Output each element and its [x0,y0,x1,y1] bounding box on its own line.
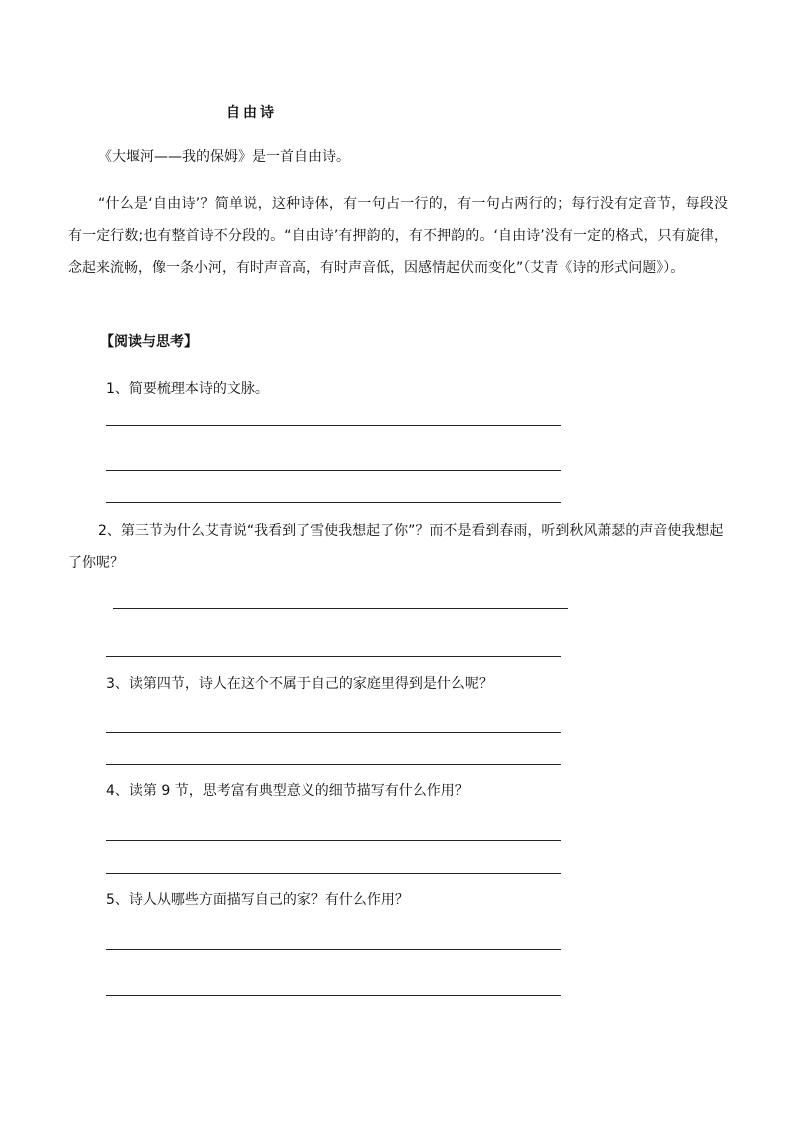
intro-text: 《大堰河——我的保姆》是一首自由诗。 [98,149,350,165]
question-4: 4、读第 9 节，思考富有典型意义的细节描写有什么作用？ [106,783,469,799]
section-heading: 【阅读与思考】 [100,334,198,350]
answer-line[interactable] [106,764,561,765]
question-3: 3、读第四节，诗人在这个不属于自己的家庭里得到是什么呢？ [106,676,493,692]
answer-line[interactable] [106,425,561,426]
answer-line[interactable] [106,840,561,841]
answer-line[interactable] [106,732,561,733]
definition-paragraph: “什么是‘自由诗’？简单说，这种诗体，有一句占一行的，有一句占两行的；每行没有定音节，每段没有一定行数;也有整首诗不分段的。“自由诗’有押韵的，有不押韵的。‘自由诗’没有一定的格式，只有旋律，念起来流畅，像一条小河，有时声音高，有时声音低，因感情起伏而变化”（艾青《诗的形式问题》）。 [68,196,728,276]
page-title: 自由诗 [226,105,277,121]
answer-line[interactable] [106,502,561,503]
answer-line[interactable] [113,608,568,609]
answer-line[interactable] [106,995,561,996]
answer-line[interactable] [106,470,561,471]
question-1: 1、简要梳理本诗的文脉。 [106,381,269,397]
answer-line[interactable] [106,873,561,874]
question-2: 2、第三节为什么艾青说“我看到了雪使我想起了你”？而不是看到春雨，听到秋风萧瑟的声音使我想起了你呢？ [68,523,724,571]
answer-line[interactable] [106,656,561,657]
question-5: 5、诗人从哪些方面描写自己的家？有什么作用？ [106,892,409,908]
answer-line[interactable] [106,949,561,950]
